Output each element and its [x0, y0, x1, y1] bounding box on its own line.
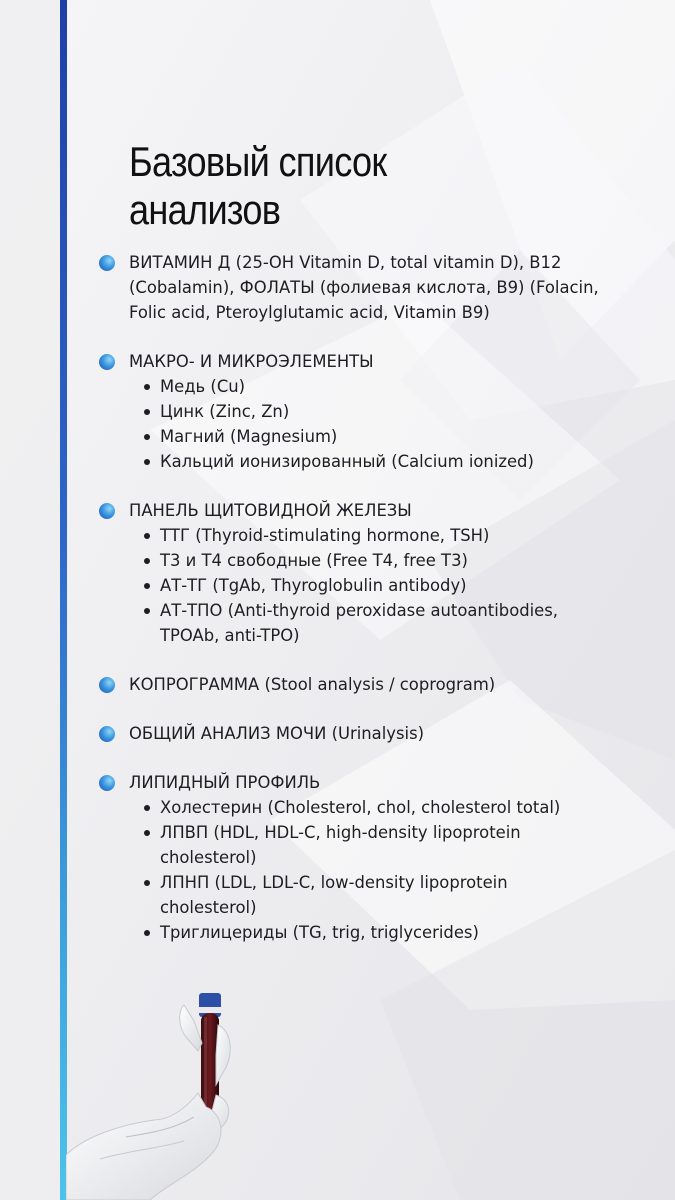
list-item: [142, 820, 659, 870]
blue-sphere-bullet-icon: [99, 775, 115, 791]
blood-tube-hand-image: [66, 985, 246, 1200]
list-item-line-1: ЛПВП (HDL, HDL-C, high-density lipoprotein: [160, 823, 521, 842]
list-item-line-2: cholesterol): [160, 848, 257, 867]
blue-sphere-bullet-icon: [99, 354, 115, 370]
lipid-heading: ЛИПИДНЫЙ ПРОФИЛЬ: [129, 773, 321, 792]
section-thyroid: [99, 498, 659, 648]
list-item: Кальций ионизированный (Calcium ionized): [142, 449, 659, 474]
section-coprogram: [99, 672, 659, 697]
macro-list: [129, 374, 659, 474]
blue-sphere-bullet-icon: [99, 677, 115, 693]
urinalysis-heading: ОБЩИЙ АНАЛИЗ МОЧИ (Urinalysis): [129, 724, 425, 743]
page-title: [129, 138, 585, 234]
section-lipid: [99, 770, 659, 945]
blue-sphere-bullet-icon: [99, 726, 115, 742]
vitamins-line-2: (Cobalamin), ФОЛАТЫ (фолиевая кислота, B9) (Folacin,: [129, 278, 599, 297]
list-item: Медь (Cu): [142, 374, 659, 399]
list-item: [142, 870, 659, 920]
list-item: Магний (Magnesium): [142, 424, 659, 449]
section-vitamins: [99, 250, 659, 325]
section-macro: [99, 349, 659, 474]
list-item: Холестерин (Cholesterol, chol, cholesterol total): [142, 795, 659, 820]
blue-sphere-bullet-icon: [99, 255, 115, 271]
blue-sphere-bullet-icon: [99, 503, 115, 519]
thyroid-heading: ПАНЕЛЬ ЩИТОВИДНОЙ ЖЕЛЕЗЫ: [129, 501, 412, 520]
title-line-1: Базовый список: [129, 138, 387, 185]
main-content: [99, 138, 659, 945]
list-item: ТТГ (Thyroid-stimulating hormone, TSH): [142, 523, 659, 548]
section-urinalysis: [99, 721, 659, 746]
vitamins-text: [129, 250, 659, 325]
list-item: АТ-ТГ (TgAb, Thyroglobulin antibody): [142, 573, 659, 598]
coprogram-heading: КОПРОГРАММА (Stool analysis / coprogram): [129, 675, 496, 694]
list-item-line-2: TPOAb, anti-TPO): [160, 626, 300, 645]
title-line-2: анализов: [129, 186, 281, 233]
list-item-line-1: АТ-ТПО (Anti-thyroid peroxidase autoantibodies,: [160, 601, 559, 620]
list-item-line-2: cholesterol): [160, 898, 257, 917]
vitamins-line-3: Folic acid, Pteroylglutamic acid, Vitamin B9): [129, 303, 490, 322]
list-item-line-1: ЛПНП (LDL, LDL-C, low-density lipoprotein: [160, 873, 508, 892]
list-item: Триглицериды (TG, trig, triglycerides): [142, 920, 659, 945]
list-item: Цинк (Zinc, Zn): [142, 399, 659, 424]
lipid-list: [129, 795, 659, 945]
macro-heading: МАКРО- И МИКРОЭЛЕМЕНТЫ: [129, 352, 374, 371]
list-item: Т3 и Т4 свободные (Free T4, free T3): [142, 548, 659, 573]
list-item: [142, 598, 659, 648]
thyroid-list: [129, 523, 659, 648]
vitamins-line-1: ВИТАМИН Д (25-OH Vitamin D, total vitamin D), B12: [129, 253, 562, 272]
